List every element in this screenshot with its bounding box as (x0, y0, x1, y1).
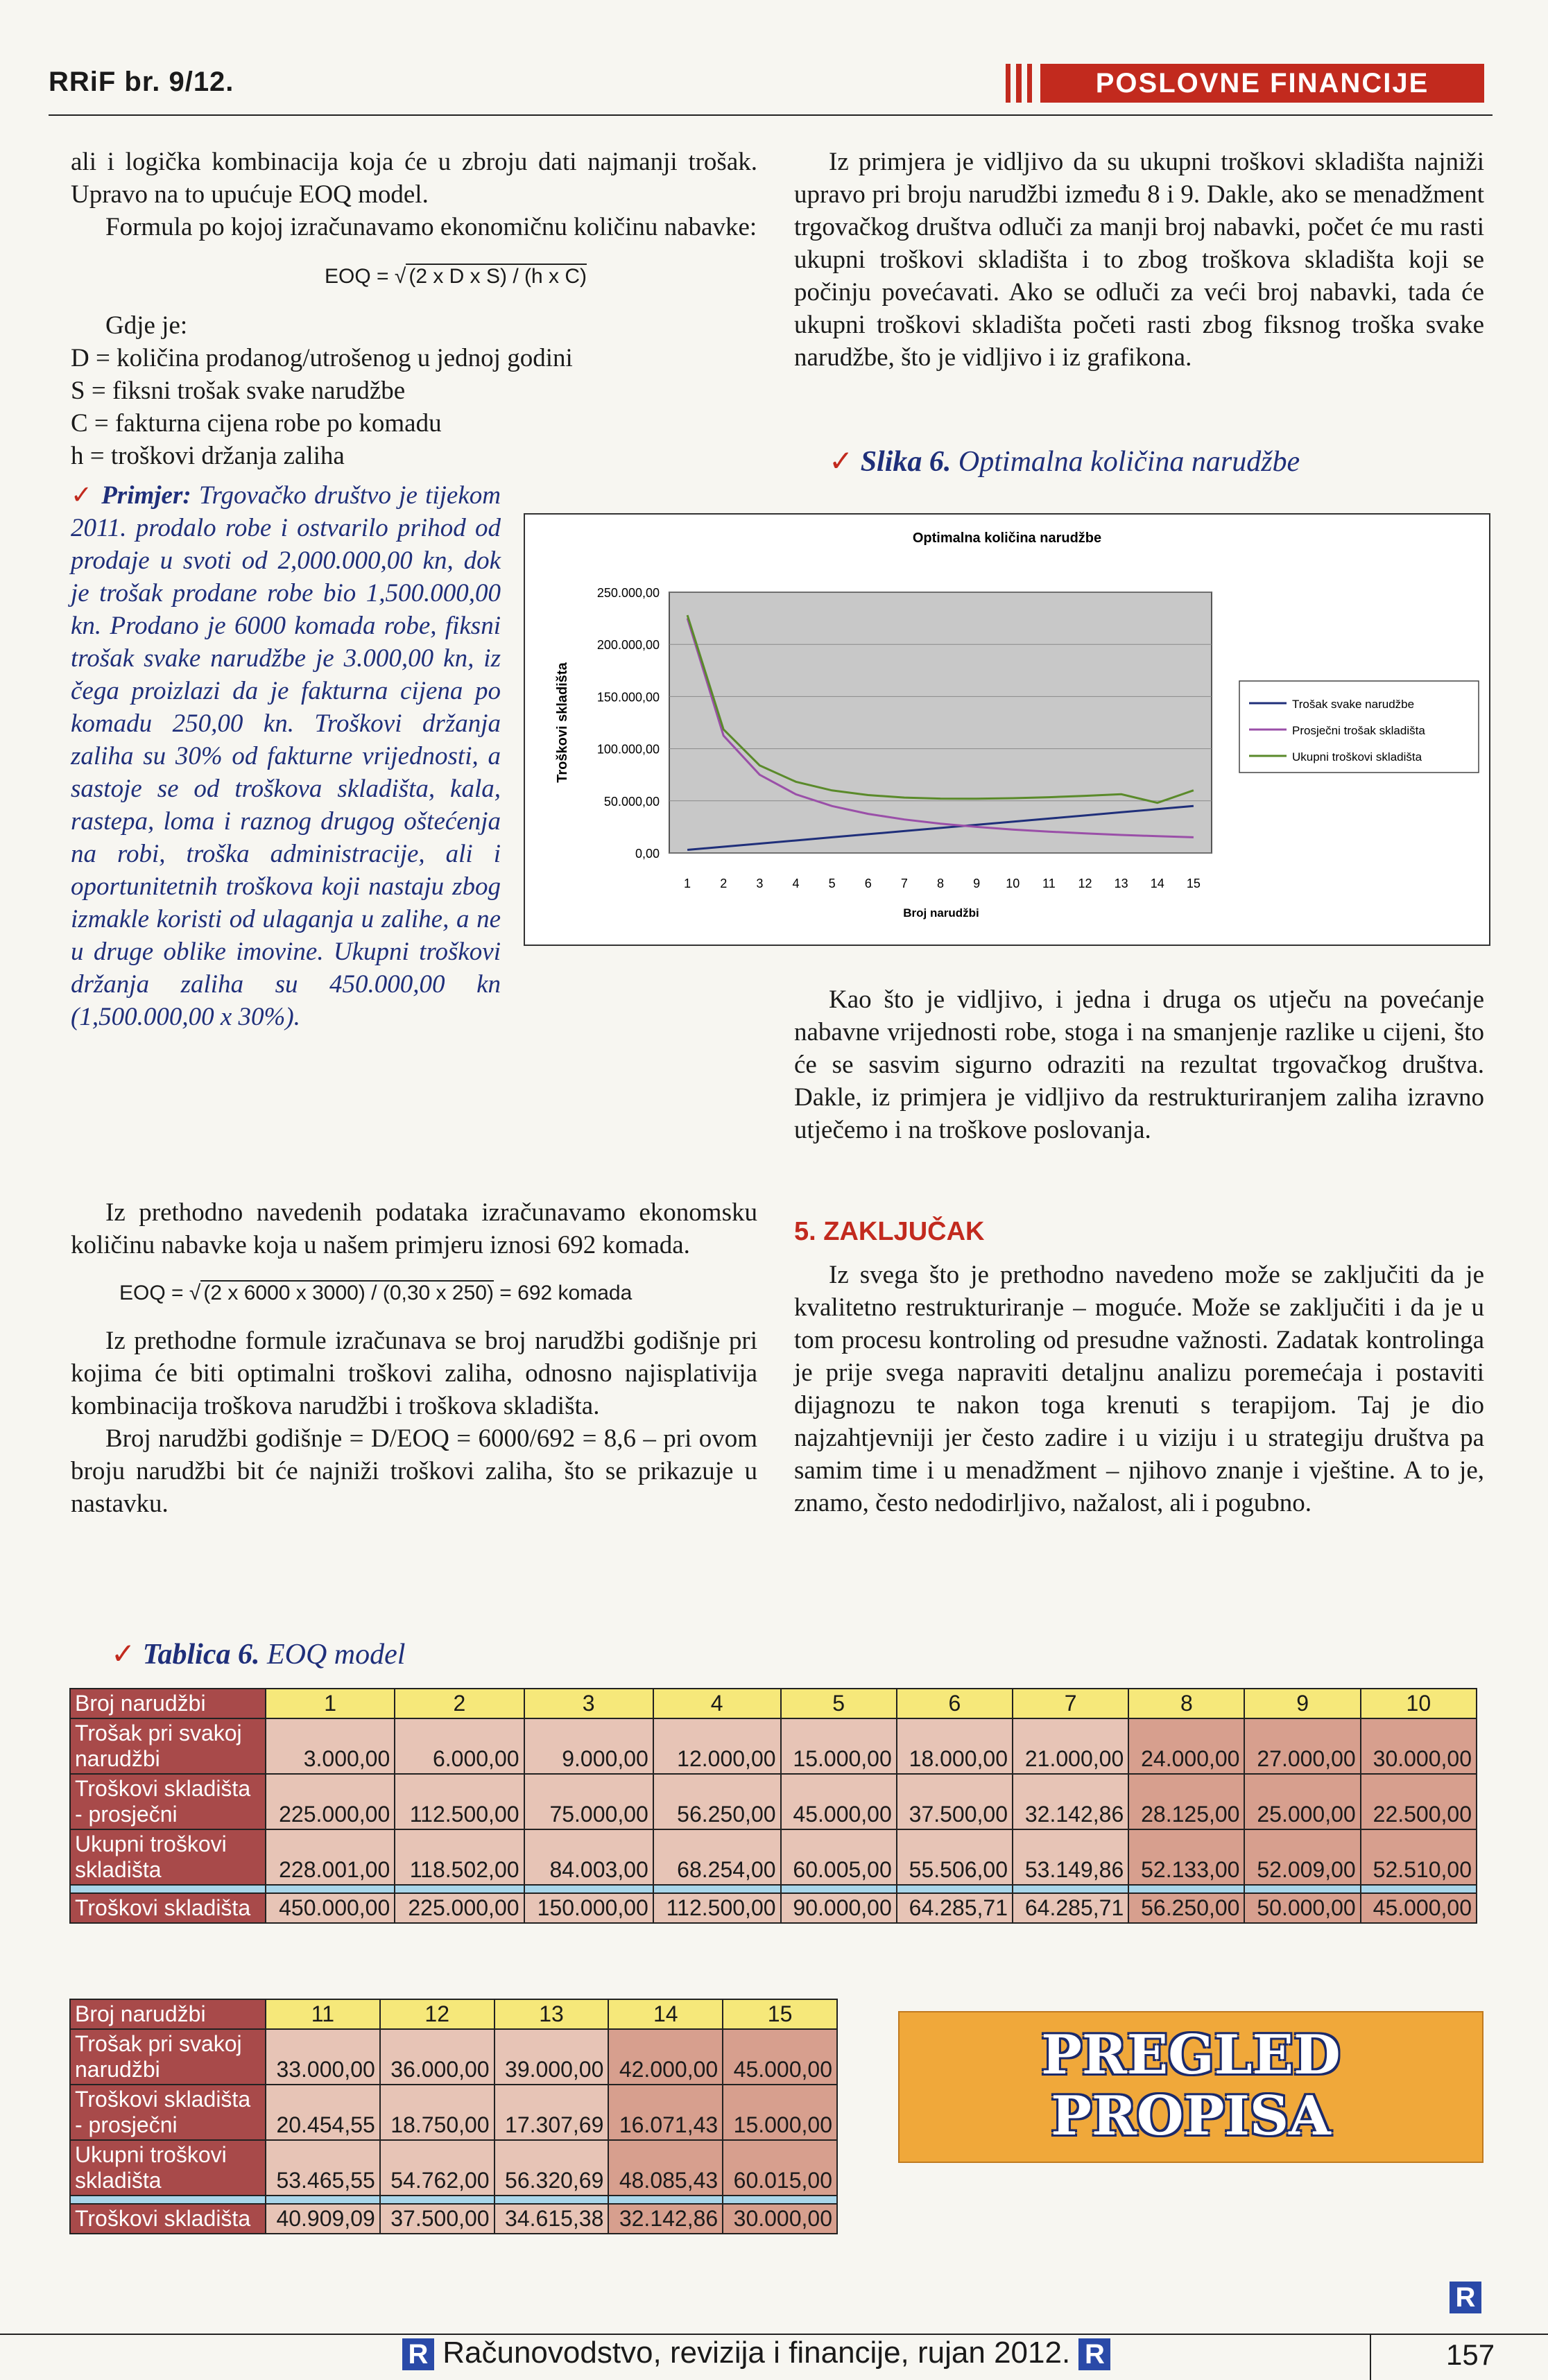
order-number-cell: 11 (266, 1999, 380, 2029)
separator-cell (653, 1885, 781, 1893)
value-cell: 20.454,55 (266, 2085, 380, 2140)
paragraph: ali i logička kombinacija koja će u zbroju dati najmanji trošak. Upravo na to upućuje EOQ model. (71, 148, 757, 209)
value-cell: 32.142,86 (1013, 1774, 1128, 1829)
separator-cell (266, 2196, 380, 2204)
rrif-logo-icon: R (1450, 2282, 1481, 2313)
value-cell: 37.500,00 (380, 2204, 495, 2234)
value-cell: 55.506,00 (897, 1829, 1013, 1885)
footer-vertical-divider (1370, 2334, 1371, 2380)
paragraph: Iz svega što je prethodno navedeno može se zaključiti da je kvalitetno restrukturiranje – moguće. Može se zaključiti i da je u tom procesu kontroling od presudne važnosti. Zadatak kontrolinga je prije svega napraviti detaljnu analizu poremećaja i postaviti dijagnozu te nakon toga krenuti s terapijom. Taj je dio najzahtjevniji jer često zadire i u viziju i u strategiju društva pa samim time i u menadžment – njihovo znanje i vještine. A to je, znamo, često nedodirljivo, nažalost, ali i pogubno. (794, 1261, 1484, 1517)
separator-cell (1013, 1885, 1128, 1893)
value-cell: 25.000,00 (1244, 1774, 1360, 1829)
value-cell: 52.133,00 (1128, 1829, 1244, 1885)
value-cell: 18.000,00 (897, 1718, 1013, 1774)
y-tick-label: 200.000,00 (596, 638, 660, 653)
value-cell: 53.465,55 (266, 2140, 380, 2196)
row-header: Ukupni troškovi skladišta (70, 2140, 266, 2196)
value-cell: 50.000,00 (1244, 1893, 1360, 1923)
value-cell: 64.285,71 (1013, 1893, 1128, 1923)
x-tick-label: 15 (1186, 877, 1201, 890)
value-cell: 21.000,00 (1013, 1718, 1128, 1774)
y-tick-label: 0,00 (635, 847, 660, 861)
table-row (70, 1689, 1477, 1718)
value-cell: 75.000,00 (524, 1774, 653, 1829)
value-cell: 64.285,71 (897, 1893, 1013, 1923)
paragraph: Iz prethodne formule izračunava se broj narudžbi godišnje pri kojima će biti optimalni troškovi zaliha, odnosno najisplativija kombinacija troškova narudžbi i troškova skladišta. (71, 1327, 757, 1420)
checkmark-icon: ✓ (71, 481, 94, 510)
x-tick-label: 13 (1114, 877, 1128, 890)
paragraph: Formula po kojoj izračunavamo ekonomičnu količinu nabavke: (105, 213, 757, 241)
value-cell: 12.000,00 (653, 1718, 781, 1774)
value-cell: 60.005,00 (781, 1829, 897, 1885)
separator-cell (723, 2196, 837, 2204)
paragraph: Iz prethodno navedenih podataka izračunavamo ekonomsku količinu nabavke koja u našem primjeru iznosi 692 komada. (71, 1198, 757, 1259)
eoq-formula: EOQ = √ (2 x D x S) / (h x C) (324, 265, 587, 288)
banner-text: PREGLED PROPISA (1041, 2024, 1341, 2148)
x-tick-label: 5 (828, 877, 836, 890)
value-cell: 56.250,00 (1128, 1893, 1244, 1923)
table-separator-row (70, 2196, 837, 2204)
value-cell: 225.000,00 (395, 1893, 524, 1923)
value-cell: 112.500,00 (653, 1893, 781, 1923)
table-caption: ✓ Tablica 6. EOQ model (111, 1639, 406, 1671)
value-cell: 56.250,00 (653, 1774, 781, 1829)
order-number-cell: 2 (395, 1689, 524, 1718)
checkmark-icon: ✓ (111, 1639, 136, 1671)
legend-label: Prosječni trošak skladišta (1292, 724, 1425, 737)
value-cell: 225.000,00 (266, 1774, 395, 1829)
eoq-table-part-1 (69, 1688, 1477, 1924)
order-number-cell: 9 (1244, 1689, 1360, 1718)
example-box: ✓ Primjer: Trgovačko društvo je tijekom 2011. prodalo robe i ostvarilo prihod od prodaje u svoti od 2,000.000,00 kn, dok je trošak prodane robe bio 1,500.000,00 kn. Prodano je 6000 komada robe, fiksni trošak svake narudžbe je 3.000,00 kn, iz čega proizlazi da je fakturna cijena po komadu 250,00 kn. Troškovi držanja zaliha su 30% od fakturne vrijednosti, a sastoje se od troškova skladišta, kala, rastepa, loma i raznog drugog oštećenja na robi, troška administracije, ali i oportunitetnih troškova koji nastaju zbog izmakle koristi od ulaganja u zalihe, a ne u druge oblike imovine. Ukupni troškovi držanja zaliha su 450.000,00 kn (1,500.000,00 x 30%). (71, 481, 501, 1031)
value-cell: 34.615,38 (495, 2204, 609, 2234)
pregled-propisa-banner[interactable] (898, 2011, 1484, 2163)
separator-cell (380, 2196, 495, 2204)
value-cell: 28.125,00 (1128, 1774, 1244, 1829)
y-tick-label: 100.000,00 (596, 742, 660, 757)
value-cell: 450.000,00 (266, 1893, 395, 1923)
right-column-middle (794, 983, 1484, 1146)
order-number-cell: 13 (495, 1999, 609, 2029)
value-cell: 16.071,43 (608, 2085, 723, 2140)
value-cell: 150.000,00 (524, 1893, 653, 1923)
plot-area (669, 592, 1212, 853)
table-row (70, 1829, 1477, 1885)
value-cell: 39.000,00 (495, 2029, 609, 2085)
table-row (70, 2140, 837, 2196)
value-cell: 228.001,00 (266, 1829, 395, 1885)
value-cell: 48.085,43 (608, 2140, 723, 2196)
value-cell: 90.000,00 (781, 1893, 897, 1923)
definition-s: S = fiksni trošak svake narudžbe (71, 377, 406, 405)
y-tick-label: 150.000,00 (596, 690, 660, 705)
journal-issue: RRiF br. 9/12. (49, 67, 234, 97)
value-cell: 40.909,09 (266, 2204, 380, 2234)
left-column-lower (71, 1196, 757, 1520)
value-cell: 53.149,86 (1013, 1829, 1128, 1885)
value-cell: 9.000,00 (524, 1718, 653, 1774)
value-cell: 118.502,00 (395, 1829, 524, 1885)
row-header: Trošak pri svakoj narudžbi (70, 2029, 266, 2085)
x-tick-label: 4 (792, 877, 800, 890)
table-row (70, 1999, 837, 2029)
row-header: Troškovi skladišta (70, 2204, 266, 2234)
value-cell: 68.254,00 (653, 1829, 781, 1885)
value-cell: 42.000,00 (608, 2029, 723, 2085)
row-header: Troškovi skladišta - prosječni (70, 1774, 266, 1829)
value-cell: 52.009,00 (1244, 1829, 1360, 1885)
right-column-lower (794, 1259, 1484, 1519)
section-bars-decoration (1006, 64, 1032, 103)
value-cell: 32.142,86 (608, 2204, 723, 2234)
separator-cell (1244, 1885, 1360, 1893)
separator-cell (70, 1885, 266, 1893)
value-cell: 33.000,00 (266, 2029, 380, 2085)
y-tick-label: 50.000,00 (603, 794, 660, 809)
separator-cell (1361, 1885, 1477, 1893)
x-axis-label: Broj narudžbi (903, 906, 979, 920)
row-header: Trošak pri svakoj narudžbi (70, 1718, 266, 1774)
x-tick-label: 11 (1042, 877, 1056, 890)
value-cell: 6.000,00 (395, 1718, 524, 1774)
legend-label: Trošak svake narudžbe (1292, 698, 1415, 711)
eoq-calculation: EOQ = √ (2 x 6000 x 3000) / (0,30 x 250) = 692 komada (119, 1282, 633, 1304)
checkmark-icon: ✓ (829, 446, 854, 478)
x-tick-label: 9 (973, 877, 981, 890)
value-cell: 52.510,00 (1361, 1829, 1477, 1885)
order-number-cell: 15 (723, 1999, 837, 2029)
section-title: POSLOVNE FINANCIJE (1040, 64, 1484, 103)
x-tick-label: 3 (756, 877, 764, 890)
row-header: Ukupni troškovi skladišta (70, 1829, 266, 1885)
separator-cell (781, 1885, 897, 1893)
footer-divider (0, 2334, 1548, 2335)
eoq-table-part-2 (69, 1999, 838, 2234)
x-tick-label: 10 (1006, 877, 1020, 890)
legend-label: Ukupni troškovi skladišta (1292, 750, 1422, 764)
x-tick-label: 1 (684, 877, 691, 890)
right-column (794, 146, 1484, 374)
x-tick-label: 7 (900, 877, 908, 890)
order-number-cell: 1 (266, 1689, 395, 1718)
value-cell: 45.000,00 (781, 1774, 897, 1829)
paragraph: Iz primjera je vidljivo da su ukupni troškovi skladišta najniži upravo pri broju narudžbi između 8 i 9. Dakle, ako se menadžment trgovačkog društva odluči za manji broj nabavki, počet će mu rasti ukupni troškovi skladišta i to zbog troškova skladišta koji se počinju povećavati. Ako se odluči za veći broj nabavki, tada će ukupni troškovi skladišta početi rasti zbog fiksnog troška svake narudžbe, što je vidljivo i iz grafikona. (794, 148, 1484, 372)
value-cell: 30.000,00 (723, 2204, 837, 2234)
definition-c: C = fakturna cijena robe po komadu (71, 409, 442, 438)
page-number: 157 (1446, 2338, 1495, 2371)
value-cell: 30.000,00 (1361, 1718, 1477, 1774)
value-cell: 3.000,00 (266, 1718, 395, 1774)
x-tick-label: 14 (1150, 877, 1164, 890)
separator-cell (495, 2196, 609, 2204)
chart-title: Optimalna količina narudžbe (912, 531, 1102, 546)
order-number-cell: 3 (524, 1689, 653, 1718)
value-cell: 112.500,00 (395, 1774, 524, 1829)
row-header: Broj narudžbi (70, 1689, 266, 1718)
separator-cell (70, 2196, 266, 2204)
value-cell: 15.000,00 (781, 1718, 897, 1774)
value-cell: 24.000,00 (1128, 1718, 1244, 1774)
row-header: Troškovi skladišta (70, 1893, 266, 1923)
value-cell: 45.000,00 (1361, 1893, 1477, 1923)
order-number-cell: 14 (608, 1999, 723, 2029)
value-cell: 17.307,69 (495, 2085, 609, 2140)
definitions-heading: Gdje je: (105, 311, 188, 340)
chart-optimal-order-quantity (524, 513, 1490, 946)
value-cell: 60.015,00 (723, 2140, 837, 2196)
footer-publication: R Računovodstvo, revizija i financije, rujan 2012. R (402, 2336, 1110, 2370)
table-row (70, 1774, 1477, 1829)
order-number-cell: 8 (1128, 1689, 1244, 1718)
row-header: Broj narudžbi (70, 1999, 266, 2029)
x-tick-label: 2 (720, 877, 728, 890)
rrif-logo-icon: R (402, 2338, 434, 2370)
table-separator-row (70, 1885, 1477, 1893)
separator-cell (1128, 1885, 1244, 1893)
x-tick-label: 8 (936, 877, 945, 890)
order-number-cell: 7 (1013, 1689, 1128, 1718)
value-cell: 45.000,00 (723, 2029, 837, 2085)
order-number-cell: 12 (380, 1999, 495, 2029)
value-cell: 56.320,69 (495, 2140, 609, 2196)
separator-cell (395, 1885, 524, 1893)
table-row (70, 1718, 1477, 1774)
order-number-cell: 10 (1361, 1689, 1477, 1718)
table-row (70, 2085, 837, 2140)
x-tick-label: 6 (864, 877, 872, 890)
value-cell: 22.500,00 (1361, 1774, 1477, 1829)
definition-h: h = troškovi držanja zaliha (71, 442, 345, 470)
table-row (70, 1893, 1477, 1923)
table-row (70, 2204, 837, 2234)
value-cell: 27.000,00 (1244, 1718, 1360, 1774)
separator-cell (608, 2196, 723, 2204)
value-cell: 84.003,00 (524, 1829, 653, 1885)
value-cell: 18.750,00 (380, 2085, 495, 2140)
x-tick-label: 12 (1078, 877, 1092, 890)
section-heading: 5. ZAKLJUČAK (794, 1217, 985, 1246)
header-divider (49, 114, 1493, 116)
row-header: Troškovi skladišta - prosječni (70, 2085, 266, 2140)
y-axis-label: Troškovi skladišta (555, 662, 570, 783)
separator-cell (524, 1885, 653, 1893)
separator-cell (266, 1885, 395, 1893)
figure-caption: ✓ Slika 6. Optimalna količina narudžbe (829, 446, 1300, 478)
order-number-cell: 5 (781, 1689, 897, 1718)
separator-cell (897, 1885, 1013, 1893)
paragraph: Broj narudžbi godišnje = D/EOQ = 6000/692 = 8,6 – pri ovom broju narudžbi bit će najniži troškovi zaliha, što se prikazuje u nastavku. (71, 1424, 757, 1518)
order-number-cell: 4 (653, 1689, 781, 1718)
y-tick-label: 250.000,00 (596, 586, 660, 600)
paragraph: Kao što je vidljivo, i jedna i druga os utječu na povećanje nabavne vrijednosti robe, stoga i na smanjenje razlike u cijeni, što će se sasvim sigurno odraziti na rezultat trgovačkog društva. Dakle, iz primjera je vidljivo da restrukturiranjem zaliha izravno utječemo i na troškove poslovanja. (794, 985, 1484, 1144)
order-number-cell: 6 (897, 1689, 1013, 1718)
value-cell: 36.000,00 (380, 2029, 495, 2085)
table-row (70, 2029, 837, 2085)
definition-d: D = količina prodanog/utrošenog u jednoj godini (71, 344, 573, 372)
value-cell: 37.500,00 (897, 1774, 1013, 1829)
rrif-logo-icon: R (1078, 2338, 1110, 2370)
value-cell: 54.762,00 (380, 2140, 495, 2196)
value-cell: 15.000,00 (723, 2085, 837, 2140)
